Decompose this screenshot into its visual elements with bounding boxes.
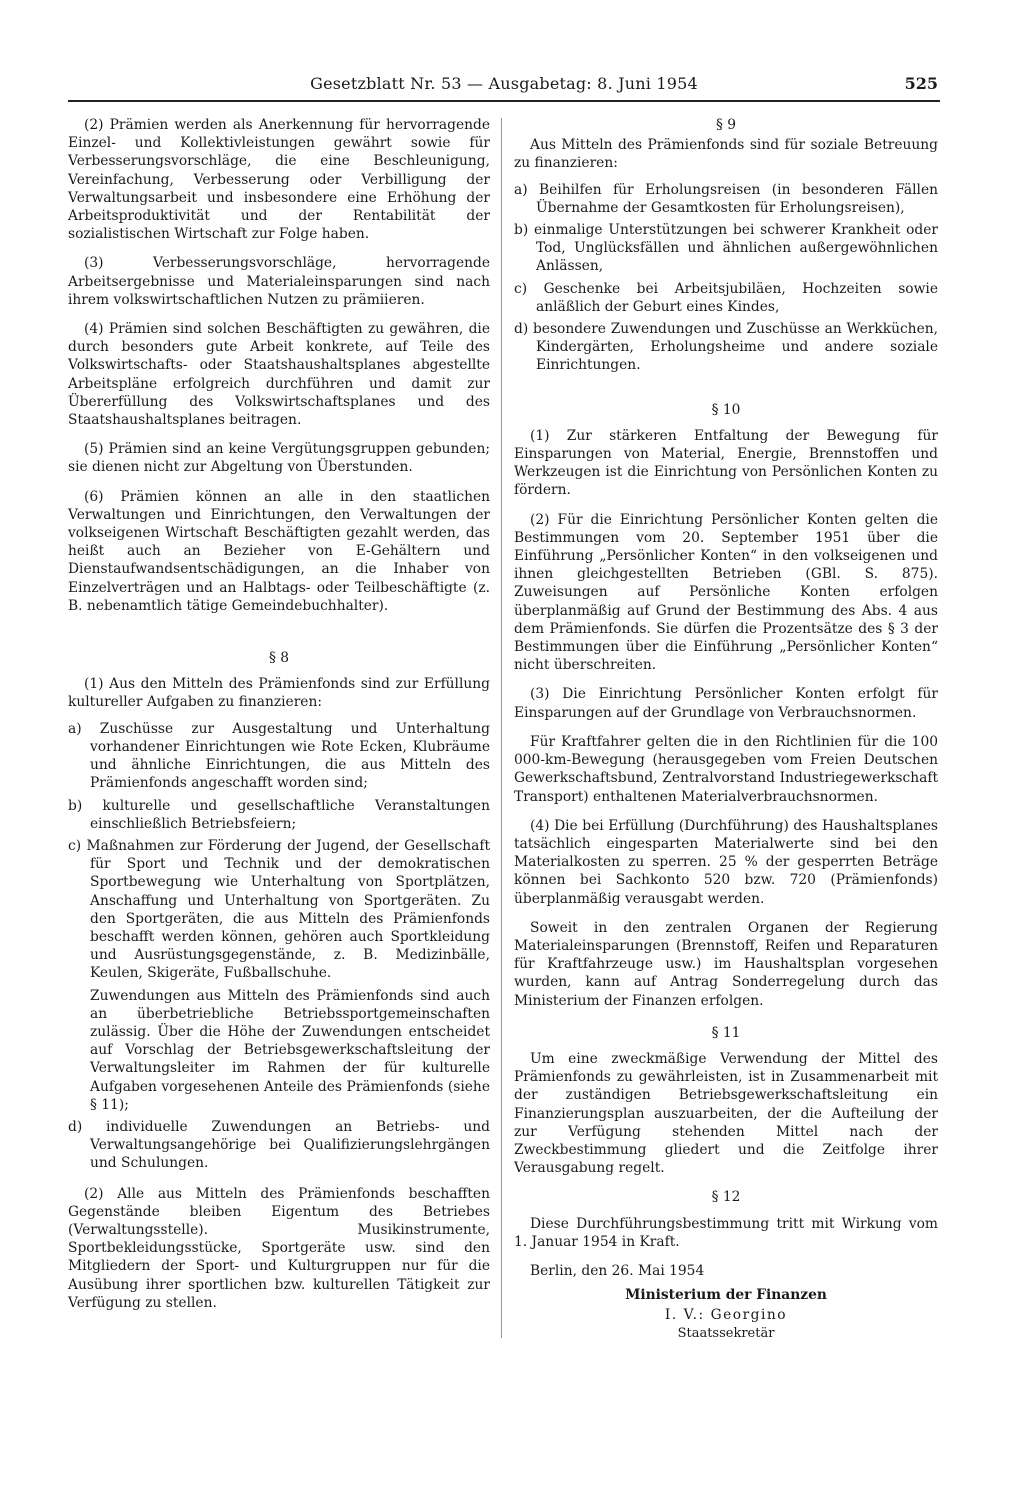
- list-item: b) kulturelle und gesellschaftliche Veranstaltungen einschließlich Betriebsfeiern;: [68, 797, 490, 832]
- paragraph: (6) Prämien können an alle in den staatlichen Verwaltungen und Einrichtungen, den Verwaltungen der volkseigenen Wirtschaft Beschäftigten gezahlt werden, das heißt auch an Bezieher von E-Gehältern und Dienstaufwandsentschädigungen, an die Inhaber von Einzelverträgen und an Halbtags- oder Teilbeschäftigte (z. B. nebenamtlich tätige Gemeindebuchhalter).: [68, 488, 490, 614]
- paragraph: (2) Alle aus Mitteln des Prämienfonds beschafften Gegenstände bleiben Eigentum des Betriebes (Verwaltungsstelle). Musikinstrumente, Sportbekleidungsstücke, Sportgeräte usw. sind den Mitgliedern der Sport- und Kulturgruppen nur für die Ausübung ihrer sportlichen bzw. kulturellen Tätigkeit zur Verfügung zu stellen.: [68, 1185, 490, 1311]
- section-heading: § 10: [711, 401, 741, 418]
- header-title: Gesetzblatt Nr. 53 — Ausgabetag: 8. Juni 1954: [310, 74, 698, 93]
- date-line: Berlin, den 26. Mai 1954: [530, 1262, 705, 1279]
- paragraph: Für Kraftfahrer gelten die in den Richtlinien für die 100 000-km-Bewegung (herausgegeben vom Freien Deutschen Gewerkschaftsbund, Zentralvorstand Industriegewerkschaft Transport) enthaltenen Materialverbrauchsnormen.: [514, 733, 938, 805]
- signer-name: I. V.: Georgino: [664, 1307, 788, 1324]
- right-column: [514, 116, 938, 1343]
- column-divider: [501, 118, 502, 1338]
- signer-rank: Staatssekretär: [677, 1325, 775, 1341]
- paragraph: Soweit in den zentralen Organen der Regierung Materialeinsparungen (Brennstoff, Reifen und Reparaturen für Kraftfahrzeuge usw.) im Haushaltsplan vorgesehen wurden, kann auf Antrag Sonderregelung durch das Ministerium der Finanzen erfolgen.: [514, 919, 938, 1009]
- paragraph: (4) Die bei Erfüllung (Durchführung) des Haushaltsplanes tatsächlich eingesparten Materialwerte sind bei den Materialkosten zu sperren. 25 % der gesperrten Beträge können bei Sachkonto 520 bzw. 720 (Prämienfonds) überplanmäßig verausgabt werden.: [514, 817, 938, 907]
- paragraph: Um eine zweckmäßige Verwendung der Mittel des Prämienfonds zu gewährleisten, ist in Zusammenarbeit mit der zuständigen Betriebsgewerkschaftsleitung ein Finanzierungsplan auszuarbeiten, der die Aufteilung der zur Verfügung stehenden Mittel nach der Zweckbestimmung gliedert und die Zeitfolge ihrer Verausgabung regelt.: [514, 1050, 938, 1177]
- paragraph: (2) Prämien werden als Anerkennung für hervorragende Einzel- und Kollektivleistungen gewährt sowie für Verbesserungsvorschläge, die eine Beschleunigung, Vereinfachung, Verbesserung oder Verbilligung der Verwaltungsarbeit und insbesondere eine Erhöhung der Arbeitsproduktivität und der Rentabilität der sozialistischen Wirtschaft zur Folge haben.: [68, 117, 490, 243]
- list-item: a) Zuschüsse zur Ausgestaltung und Unterhaltung vorhandener Einrichtungen wie Rote Ecken, Klubräume und ähnliche Einrichtungen, die aus Mitteln des Prämienfonds angeschafft worden sind;: [68, 720, 490, 792]
- paragraph: (2) Für die Einrichtung Persönlicher Konten gelten die Bestimmungen vom 20. September 1951 über die Einführung „Persönlicher Konten“ in den volkseigenen und ihnen gleichgestellten Betrieben (GBl. S. 875). Zuweisungen auf Persönliche Konten erfolgen überplanmäßig auf Grund der Bestimmung des Abs. 4 aus dem Prämienfonds. Sie dürfen die Prozentsätze des § 3 der Bestimmungen über die Einführung „Persönlicher Konten“ nicht überschreiten.: [514, 511, 938, 674]
- list-item: d) individuelle Zuwendungen an Betriebs- und Verwaltungsangehörige bei Qualifizierungslehrgängen und Schulungen.: [68, 1118, 490, 1172]
- paragraph: (1) Aus den Mitteln des Prämienfonds sind zur Erfüllung kultureller Aufgaben zu finanzieren:: [68, 676, 490, 711]
- page-header: [68, 74, 940, 102]
- section-heading: § 11: [711, 1024, 741, 1041]
- section-heading: § 9: [715, 117, 737, 133]
- ministry-name: Ministerium der Finanzen: [625, 1287, 827, 1304]
- paragraph: (5) Prämien sind an keine Vergütungsgruppen gebunden; sie dienen nicht zur Abgeltung von Überstunden.: [68, 441, 490, 476]
- list-item: c) Maßnahmen zur Förderung der Jugend, der Gesellschaft für Sport und Technik und der demokratischen Sportbewegung wie Unterhaltung von Sportplätzen, Anschaffung und Unterhaltung von Sportgeräten. Zu den Sportgeräten, die aus Mitteln des Prämienfonds beschafft werden können, gehören auch Sportkleidung und Ausrüstungsgegenstände, z. B. Medizinbälle, Keulen, Skigeräte, Fußballschuhe.: [68, 837, 490, 982]
- paragraph: Aus Mitteln des Prämienfonds sind für soziale Betreuung zu finanzieren:: [514, 137, 938, 172]
- list-item: a) Beihilfen für Erholungsreisen (in besonderen Fällen Übernahme der Gesamtkosten für Erholungsreisen),: [514, 181, 938, 216]
- section-heading: § 8: [268, 650, 290, 667]
- paragraph: (3) Die Einrichtung Persönlicher Konten erfolgt für Einsparungen auf der Grundlage von Verbrauchsnormen.: [514, 686, 938, 721]
- paragraph: Diese Durchführungsbestimmung tritt mit Wirkung vom 1. Januar 1954 in Kraft.: [514, 1215, 938, 1250]
- list-item-continuation: Zuwendungen aus Mitteln des Prämienfonds sind auch an überbetriebliche Betriebssportgemeinschaften zulässig. Über die Höhe der Zuwendungen entscheidet auf Vorschlag der Betriebsgewerkschaftsleitung der Verwaltungsleiter im Rahmen der für kulturelle Aufgaben vorgesehenen Anteile des Prämienfonds (siehe § 11);: [90, 987, 490, 1113]
- page-number: 525: [904, 74, 938, 93]
- paragraph: (4) Prämien sind solchen Beschäftigten zu gewähren, die durch besonders gute Arbeit konkrete, auf Teile des Volkswirtschafts- oder Staatshaushaltsplanes abgestellte Arbeitspläne erfolgreich durchführen und damit zur Übererfüllung des Volkswirtschaftsplanes und des Staatshaushaltsplanes beitragen.: [68, 321, 490, 429]
- list-item: d) besondere Zuwendungen und Zuschüsse an Werkküchen, Kindergärten, Erholungsheime und andere soziale Einrichtungen.: [514, 321, 938, 374]
- list-item: b) einmalige Unterstützungen bei schwerer Krankheit oder Tod, Unglücksfällen und ähnlichen außergewöhnlichen Anlässen,: [514, 222, 938, 275]
- list-item: c) Geschenke bei Arbeitsjubiläen, Hochzeiten sowie anläßlich der Geburt eines Kindes,: [514, 280, 938, 315]
- section-heading: § 12: [711, 1189, 741, 1206]
- left-column: [68, 116, 490, 1323]
- paragraph: (1) Zur stärkeren Entfaltung der Bewegung für Einsparungen von Material, Energie, Brennstoffen und Werkzeugen ist die Einrichtung von Persönlichen Konten zu fördern.: [514, 427, 938, 499]
- paragraph: (3) Verbesserungsvorschläge, hervorragende Arbeitsergebnisse und Materialeinsparungen sind nach ihrem volkswirtschaftlichen Nutzen zu prämiieren.: [68, 255, 490, 308]
